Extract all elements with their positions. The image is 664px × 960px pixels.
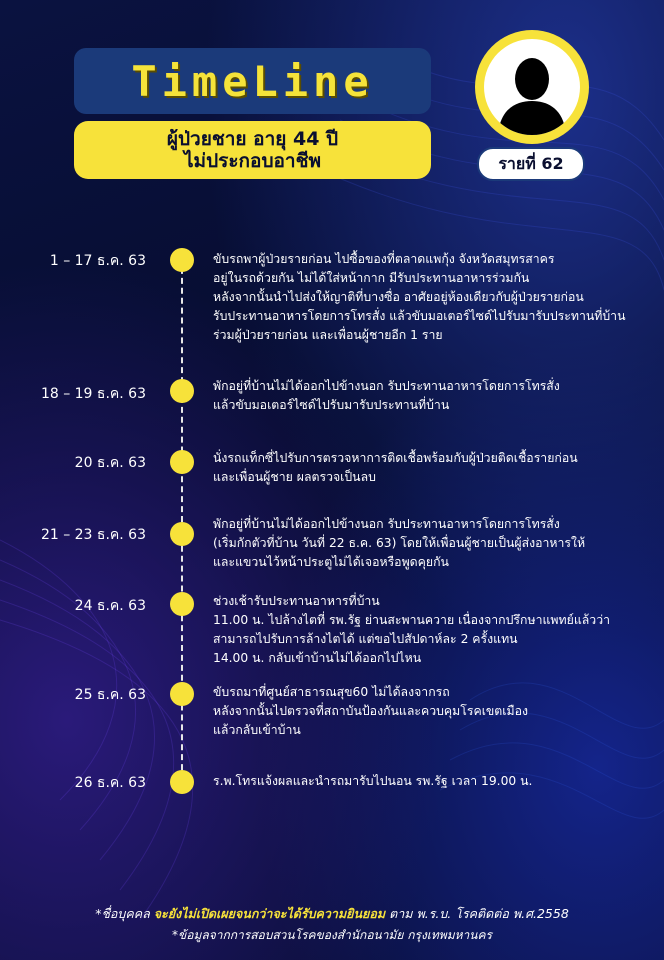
case-number-badge (477, 147, 585, 181)
avatar (475, 30, 589, 144)
timeline-description (213, 683, 653, 740)
timeline-date: 18 – 19 ธ.ค. 63 (40, 386, 146, 402)
timeline-dot (170, 379, 194, 403)
timeline-dot (170, 682, 194, 706)
description-line: และแขวนไว้หน้าประตูไม่ได้เจอหรือพูดคุยกัน (213, 555, 449, 569)
patient-line-1: ผู้ป่วยชาย อายุ 44 ปี (166, 128, 339, 150)
case-number-label: รายที่ 62 (498, 153, 564, 173)
timeline-dot (170, 450, 194, 474)
timeline-description (213, 592, 653, 668)
timeline-description (213, 377, 653, 415)
description-line: แล้วกลับเข้าบ้าน (213, 723, 301, 737)
person-silhouette-icon (484, 39, 580, 135)
description-line: พักอยู่ที่บ้านไม่ได้ออกไปข้างนอก รับประทานอาหารโดยการโทรสั่ง (213, 379, 560, 393)
description-line: และเพื่อนผู้ชาย ผลตรวจเป็นลบ (213, 470, 376, 484)
description-line: ร.พ.โทรแจ้งผลและนำรถมารับไปนอน รพ.รัฐ เวลา 19.00 น. (213, 774, 533, 788)
timeline-date: 26 ธ.ค. 63 (74, 775, 146, 791)
timeline-dot (170, 522, 194, 546)
footer-suffix: ตาม พ.ร.บ. โรคติดต่อ พ.ศ.2558 (385, 906, 569, 921)
timeline-dot (170, 770, 194, 794)
timeline-dot (170, 592, 194, 616)
description-line: แล้วขับมอเตอร์ไซด์ไปรับมารับประทานที่บ้าน (213, 398, 450, 412)
description-line: หลังจากนั้นนำไปส่งให้ญาติที่บางซื่อ อาศัยอยู่ห้องเดียวกับผู้ป่วยรายก่อน (213, 290, 584, 304)
timeline-date: 21 – 23 ธ.ค. 63 (40, 527, 146, 543)
footer-prefix: *ชื่อบุคคล (95, 906, 154, 921)
description-line: นั่งรถแท็กซี่ไปรับการตรวจหาการติดเชื้อพร้อมกับผู้ป่วยติดเชื้อรายก่อน (213, 451, 578, 465)
description-line: สามารถไปรับการล้างไตได้ แต่ขอไปสัปดาห์ละ 2 ครั้งแทน (213, 632, 518, 646)
timeline-dot (170, 248, 194, 272)
description-line: หลังจากนั้นไปตรวจที่สถาบันป้องกันและควบคุมโรคเขตเมือง (213, 704, 528, 718)
footer-note-2: *ข้อมูลจากการสอบสวนโรคของสำนักอนามัย กรุงเทพมหานคร (172, 928, 492, 942)
footer-note-1 (0, 904, 664, 924)
patient-line-2: ไม่ประกอบอาชีพ (183, 150, 322, 172)
title-banner (74, 48, 431, 114)
description-line: 14.00 น. กลับเข้าบ้านไม่ได้ออกไปไหน (213, 651, 422, 665)
description-line: ช่วงเช้ารับประทานอาหารที่บ้าน (213, 594, 380, 608)
timeline-description (213, 515, 653, 572)
timeline-date: 25 ธ.ค. 63 (74, 687, 146, 703)
description-line: ขับรถมาที่ศูนย์สาธารณสุข60 ไม่ได้ลงจากรถ (213, 685, 450, 699)
timeline-description (213, 250, 653, 345)
page-title: TimeLine (131, 56, 374, 106)
patient-info-box (74, 121, 431, 179)
footer-highlight: จะยังไม่เปิดเผยจนกว่าจะได้รับความยินยอม (153, 906, 386, 921)
timeline-date: 24 ธ.ค. 63 (74, 598, 146, 614)
description-line: (เริ่มกักตัวที่บ้าน วันที่ 22 ธ.ค. 63) โดยให้เพื่อนผู้ชายเป็นผู้ส่งอาหารให้ (213, 536, 586, 550)
timeline-date: 1 – 17 ธ.ค. 63 (49, 253, 146, 269)
timeline-date: 20 ธ.ค. 63 (74, 455, 146, 471)
description-line: 11.00 น. ไปล้างไตที่ รพ.รัฐ ย่านสะพานควาย เนื่องจากปรึกษาแพทย์แล้วว่า (213, 613, 611, 627)
description-line: รับประทานอาหารโดยการโทรสั่ง แล้วขับมอเตอร์ไซด์ไปรับมารับประทานที่บ้าน (213, 309, 626, 323)
timeline-description (213, 772, 653, 791)
description-line: อยู่ในรถด้วยกัน ไม่ได้ใส่หน้ากาก มีรับประทานอาหารร่วมกัน (213, 271, 530, 285)
description-line: พักอยู่ที่บ้านไม่ได้ออกไปข้างนอก รับประทานอาหารโดยการโทรสั่ง (213, 517, 560, 531)
description-line: ขับรถพาผู้ป่วยรายก่อน ไปซื้อของที่ตลาดแพกุ้ง จังหวัดสมุทรสาคร (213, 252, 555, 266)
description-line: ร่วมผู้ป่วยรายก่อน และเพื่อนผู้ชายอีก 1 ราย (213, 328, 443, 342)
timeline-description (213, 449, 653, 487)
